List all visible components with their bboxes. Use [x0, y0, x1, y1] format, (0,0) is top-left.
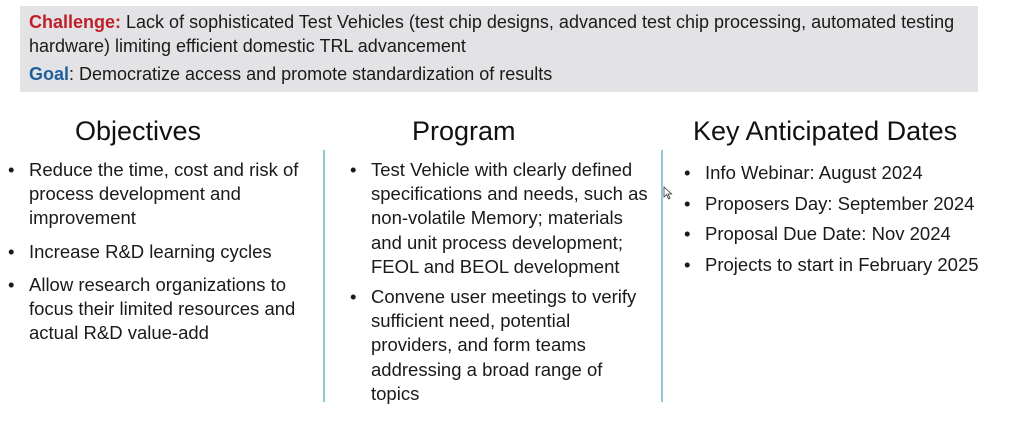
- list-item: • Projects to start in February 2025: [684, 250, 1019, 281]
- list-item: • Info Webinar: August 2024: [684, 158, 1019, 189]
- program-heading: Program: [412, 116, 516, 146]
- goal-text: : Democratize access and promote standardization of results: [69, 64, 553, 84]
- objectives-list: [8, 158, 308, 354]
- list-item: • Reduce the time, cost and risk of process development and improvement: [8, 158, 308, 231]
- dates-list: [684, 158, 1019, 280]
- challenge-label: Challenge:: [29, 12, 122, 32]
- goal-label: Goal: [29, 64, 70, 84]
- challenge-goal-banner: [20, 6, 978, 92]
- challenge-text: Lack of sophisticated Test Vehicles (test chip designs, advanced test chip processing, automated testing hardware) limiting efficient domestic TRL advancement: [29, 12, 955, 56]
- list-item: • Proposal Due Date: Nov 2024: [684, 219, 1019, 250]
- program-list: [350, 158, 655, 412]
- list-item: • Increase R&D learning cycles: [8, 240, 308, 264]
- objectives-heading: Objectives: [75, 116, 202, 146]
- column-divider-left: [323, 150, 325, 402]
- dates-heading: Key Anticipated Dates: [693, 116, 958, 146]
- goal-line: [29, 62, 968, 86]
- challenge-line: [29, 10, 968, 58]
- mouse-pointer-icon: [663, 186, 673, 200]
- list-item: • Allow research organizations to focus their limited resources and actual R&D value-add: [8, 273, 308, 346]
- list-item: • Convene user meetings to verify sufficient need, potential providers, and form teams addressing a broad range of topics: [350, 285, 655, 406]
- list-item: • Test Vehicle with clearly defined specifications and needs, such as non-volatile Memory; materials and unit process development; FEOL and BEOL development: [350, 158, 655, 279]
- list-item: • Proposers Day: September 2024: [684, 189, 1019, 220]
